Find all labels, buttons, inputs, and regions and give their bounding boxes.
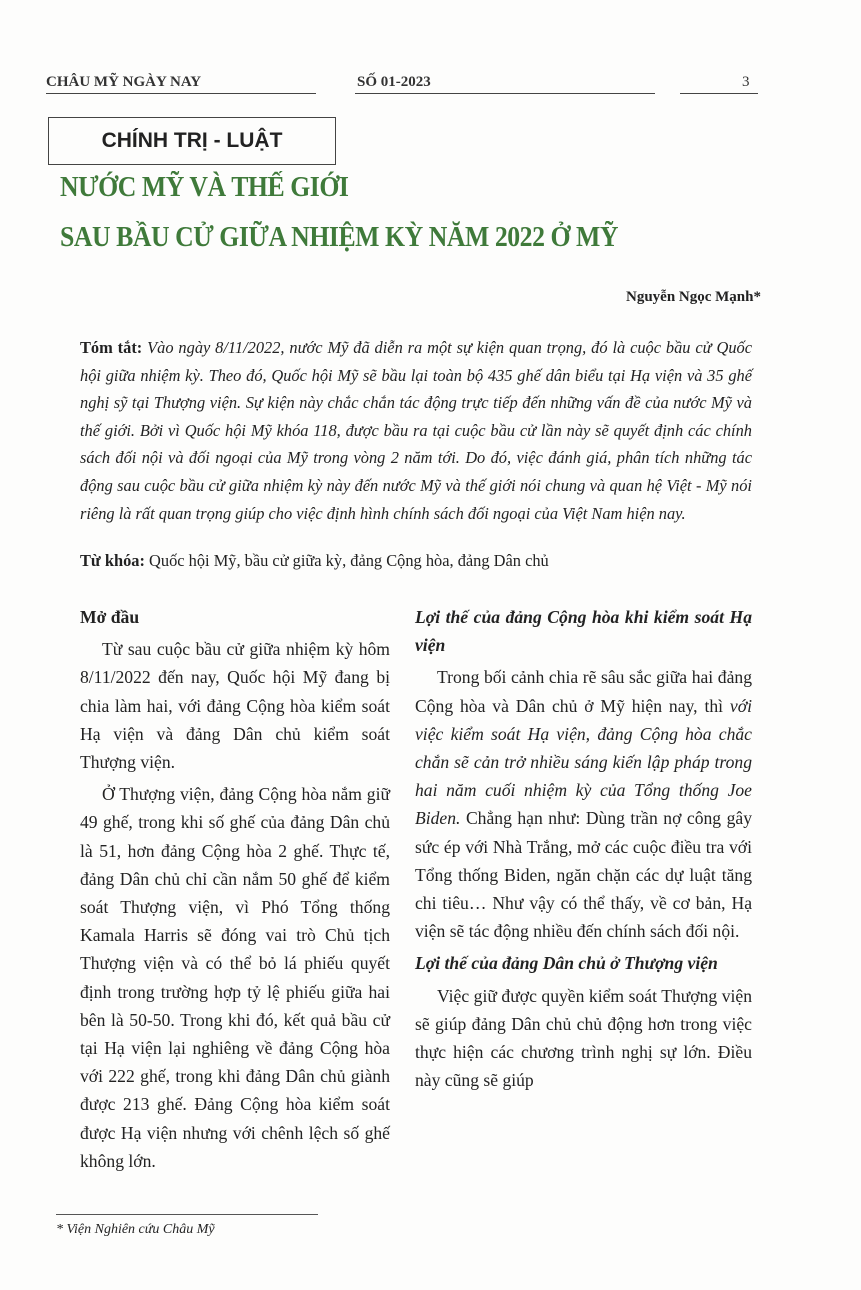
keywords-label: Từ khóa:	[80, 551, 145, 570]
journal-name: CHÂU MỸ NGÀY NAY	[46, 74, 202, 90]
paragraph: Ở Thượng viện, đảng Cộng hòa nắm giữ 49 ghế, trong khi số ghế của đảng Dân chủ là 51, hơn đảng Cộng hòa 2 ghế. Thực tế, đảng Dân chủ chỉ cần nắm 50 ghế để kiểm soát Thượng viện, vì Phó Tổng thống Kamala Harris sẽ đóng vai trò Chủ tịch Thượng viện và có thể bỏ lá phiếu quyết định trong trường hợp tỷ lệ phiếu giữa hai bên là 50-50. Trong khi đó, kết quả bầu cử tại Hạ viện lại nghiêng về đảng Cộng hòa với 222 ghế, trong khi đảng Dân chủ giành được 213 ghế. Đảng Cộng hòa kiểm soát được Hạ viện nhưng với chênh lệch số ghế không lớn.	[80, 784, 390, 1171]
header-rule	[46, 93, 316, 94]
abstract-text: Vào ngày 8/11/2022, nước Mỹ đã diễn ra một sự kiện quan trọng, đó là cuộc bầu cử Quốc hội giữa nhiệm kỳ. Theo đó, Quốc hội Mỹ sẽ bầu lại toàn bộ 435 ghế dân biểu tại Hạ viện và 35 ghế nghị sỹ tại Thượng viện. Sự kiện này chắc chắn tác động trực tiếp đến những vấn đề của nước Mỹ và thế giới. Bởi vì Quốc hội Mỹ khóa 118, được bầu ra tại cuộc bầu cử lần này sẽ quyết định các chính sách đối nội và đối ngoại của Mỹ trong vòng 2 năm tới. Do đó, việc đánh giá, phân tích những tác động sau cuộc bầu cử giữa nhiệm kỳ này đến nước Mỹ và thế giới nói chung và quan hệ Việt - Mỹ nói riêng là rất quan trọng giúp cho việc định hình chính sách đối ngoại của Việt Nam hiện nay.	[80, 338, 752, 523]
section-heading: Lợi thế của đảng Dân chủ ở Thượng viện	[415, 953, 718, 974]
paragraph-text: Chẳng hạn như: Dùng trần nợ công gây sức ép với Nhà Trắng, mở các cuộc điều tra với Tổng thống Biden, ngăn chặn các dự luật tăng chi tiêu… Như vậy có thể thấy, về cơ bản, Hạ viện sẽ tác động nhiều đến chính sách đối nội.	[415, 808, 752, 942]
footnote-rule	[56, 1214, 318, 1215]
paragraph: Từ sau cuộc bầu cử giữa nhiệm kỳ hôm 8/11/2022 đến nay, Quốc hội Mỹ đang bị chia làm hai, với đảng Cộng hòa kiểm soát Hạ viện và đảng Dân chủ kiểm soát Thượng viện.	[80, 639, 390, 773]
page-number: 3	[742, 74, 750, 90]
section-label: CHÍNH TRỊ - LUẬT	[48, 117, 336, 165]
footnote: * Viện Nghiên cứu Châu Mỹ	[56, 1222, 215, 1237]
section-heading: Lợi thế của đảng Cộng hòa khi kiểm soát Hạ viện	[415, 607, 752, 656]
issue-number: SỐ 01-2023	[357, 74, 431, 90]
article-title-line1: NƯỚC MỸ VÀ THẾ GIỚI	[60, 172, 349, 203]
paragraph-text: Trong bối cảnh chia rẽ sâu sắc giữa hai đảng Cộng hòa và Dân chủ ở Mỹ hiện nay, thì	[415, 667, 752, 716]
keywords	[80, 551, 549, 571]
article-title-line2: SAU BẦU CỬ GIỮA NHIỆM KỲ NĂM 2022 Ở MỸ	[60, 222, 619, 253]
section-heading: Mở đầu	[80, 607, 140, 627]
paragraph	[415, 663, 752, 945]
left-column	[80, 603, 390, 1179]
author: Nguyễn Ngọc Mạnh*	[625, 289, 761, 305]
abstract	[80, 334, 752, 527]
keywords-text: Quốc hội Mỹ, bầu cử giữa kỳ, đảng Cộng hòa, đảng Dân chủ	[144, 551, 549, 570]
header-rule	[680, 93, 758, 94]
right-column	[415, 603, 752, 1098]
paragraph: Việc giữ được quyền kiểm soát Thượng viện sẽ giúp đảng Dân chủ chủ động hơn trong việc thực hiện các chương trình nghị sự lớn. Điều này cũng sẽ giúp	[415, 985, 752, 1091]
header-rule	[355, 93, 655, 94]
abstract-label: Tóm tắt:	[80, 338, 143, 357]
paragraph-emphasis: với việc kiểm soát Hạ viện, đảng Cộng hòa chắc chắn sẽ cản trở nhiều sáng kiến lập pháp trong hai năm cuối nhiệm kỳ của Tổng thống Joe Biden.	[415, 695, 752, 829]
